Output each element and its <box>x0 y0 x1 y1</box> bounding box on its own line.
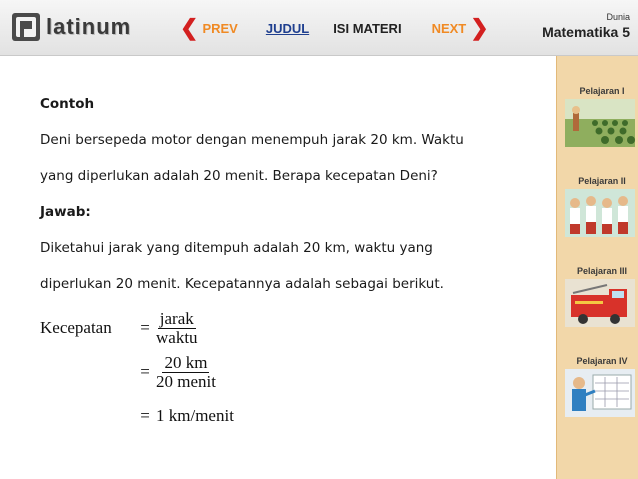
fraction-numerator: 20 km <box>164 352 208 372</box>
equals-sign: = <box>140 406 150 425</box>
judul-link[interactable]: JUDUL <box>265 20 310 36</box>
formula-row-1 <box>40 306 550 350</box>
sidebar-item-label: Pelajaran I <box>579 86 625 96</box>
isi-materi-link[interactable]: ISI MATERI <box>333 20 402 36</box>
subject-title <box>542 12 630 40</box>
fraction-numerator: jarak <box>159 308 194 328</box>
fraction-denominator: 20 menit <box>156 371 216 391</box>
speed-formula <box>40 306 550 438</box>
next-button[interactable]: NEXT <box>431 20 467 36</box>
sidebar-item-pelajaran-2[interactable] <box>565 176 638 241</box>
equals-sign: = <box>140 362 150 381</box>
fraction-jarak-waktu <box>154 310 200 347</box>
fraction-20km-20menit <box>154 354 218 391</box>
sidebar-item-pelajaran-4[interactable] <box>565 356 638 421</box>
answer-line-1: Diketahui jarak yang ditempuh adalah 20 km, waktu yang <box>40 240 433 256</box>
lesson-sidebar <box>556 56 638 479</box>
formula-label: Kecepatan <box>40 318 112 337</box>
answer-heading: Jawab: <box>40 204 91 220</box>
example-heading: Contoh <box>40 96 95 112</box>
fire-truck-thumbnail-icon <box>565 279 635 327</box>
subject-title-main: Matematika 5 <box>542 24 630 40</box>
question-line-2: yang diperlukan adalah 20 menit. Berapa kecepatan Deni? <box>40 168 438 184</box>
formula-row-3 <box>40 394 550 438</box>
lesson-content <box>40 86 550 438</box>
chevron-left-icon[interactable]: ❮ <box>180 15 199 40</box>
map-reading-thumbnail-icon <box>565 369 635 417</box>
fraction-denominator: waktu <box>156 327 198 347</box>
sidebar-item-label: Pelajaran II <box>578 176 626 186</box>
subject-title-small: Dunia <box>606 12 630 22</box>
formula-result: 1 km/menit <box>156 406 234 425</box>
answer-line-2: diperlukan 20 menit. Kecepatannya adalah sebagai berikut. <box>40 276 444 292</box>
students-thumbnail-icon <box>565 189 635 237</box>
sidebar-item-label: Pelajaran III <box>576 266 628 276</box>
logo-text: latinum <box>46 14 132 39</box>
sidebar-item-label: Pelajaran IV <box>576 356 628 366</box>
formula-row-2 <box>40 350 550 394</box>
sidebar-item-pelajaran-3[interactable] <box>565 266 638 331</box>
farm-field-thumbnail-icon <box>565 99 635 147</box>
navigation-bar <box>180 16 489 40</box>
platinum-logo <box>10 10 131 44</box>
question-line-1: Deni bersepeda motor dengan menempuh jarak 20 km. Waktu <box>40 132 464 148</box>
header-bar <box>0 0 638 56</box>
sidebar-item-pelajaran-1[interactable] <box>565 86 638 151</box>
equals-sign: = <box>140 318 150 337</box>
chevron-right-icon[interactable]: ❯ <box>470 15 489 40</box>
logo-p-icon <box>10 10 44 44</box>
prev-button[interactable]: PREV <box>202 20 238 36</box>
